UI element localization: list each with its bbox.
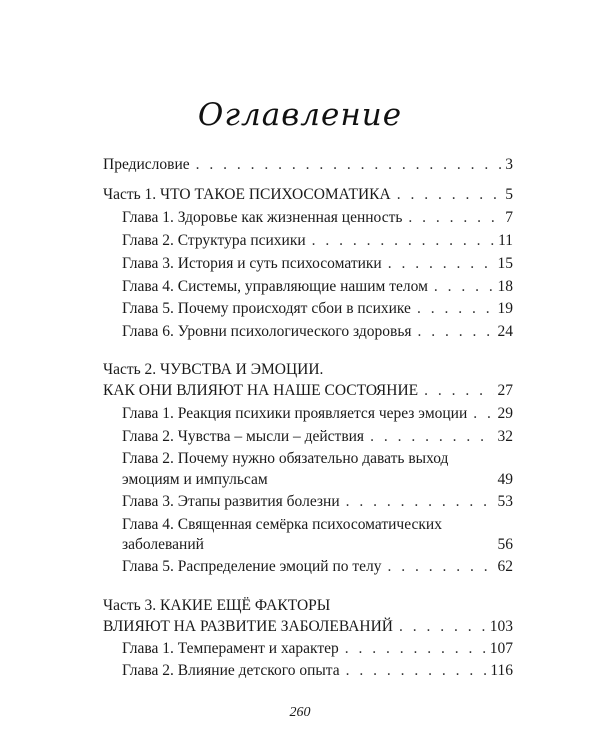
toc-entry-chapter[interactable] [122, 277, 513, 297]
toc-entry-label: Предисловие [103, 156, 190, 173]
dot-leader [388, 557, 494, 577]
dot-leader [424, 381, 493, 401]
dot-leader [388, 254, 494, 274]
toc-entry-label: Глава 5. Распределение эмоций по телу [122, 558, 382, 575]
toc-entry-label: Часть 1. ЧТО ТАКОЕ ПСИХОСОМАТИКА [103, 186, 391, 203]
dot-leader [399, 617, 486, 637]
toc-entry-chapter[interactable] [122, 254, 513, 274]
dot-leader [346, 492, 494, 512]
toc-entry-label: ВЛИЯЮТ НА РАЗВИТИЕ ЗАБОЛЕВАНИЙ [103, 618, 393, 635]
dot-leader [408, 208, 501, 228]
toc-entry-preface[interactable] [103, 155, 513, 175]
toc-page-number: 116 [490, 662, 513, 679]
page-number-footer: 260 [289, 705, 311, 720]
dot-leader [346, 661, 487, 681]
toc-entry-chapter[interactable] [122, 322, 513, 342]
toc-entry-part-2[interactable] [103, 381, 513, 401]
toc-entry-label: КАК ОНИ ВЛИЯЮТ НА НАШЕ СОСТОЯНИЕ [103, 382, 419, 399]
dot-leader [397, 185, 502, 205]
toc-page-number: 62 [497, 558, 513, 575]
toc-entry-label: Глава 1. Реакция психики проявляется через эмоции [122, 405, 468, 422]
toc-entry-part-1[interactable] [103, 185, 513, 205]
toc-page-number: 103 [489, 618, 513, 635]
toc-page-number: 49 [497, 471, 513, 488]
toc-entry-label: Глава 6. Уровни психологического здоровья [122, 323, 412, 340]
toc-entry-label: Глава 3. История и суть психосоматики [122, 255, 382, 272]
dot-leader [345, 639, 486, 659]
dot-leader [434, 277, 494, 297]
toc-chapter-line: Глава 2. Почему нужно обязательно давать выход [122, 450, 449, 467]
toc-entry-chapter[interactable] [122, 470, 513, 490]
toc-page-number: 3 [505, 156, 513, 173]
toc-page-number: 7 [505, 209, 513, 226]
toc-entry-label: Глава 5. Почему происходят сбои в психике [122, 300, 411, 317]
toc-page-number: 11 [498, 232, 513, 249]
toc-entry-label: Глава 2. Чувства – мысли – действия [122, 428, 365, 445]
dot-leader [473, 404, 493, 424]
toc-entry-label: Глава 1. Темперамент и характер [122, 640, 339, 657]
toc-entry-chapter[interactable] [122, 427, 513, 447]
toc-entry-chapter[interactable] [122, 231, 513, 251]
toc-entry-label: Глава 4. Системы, управляющие нашим телом [122, 278, 428, 295]
toc-part-heading: Часть 2. ЧУВСТВА И ЭМОЦИИ. [103, 361, 324, 378]
toc-chapter-line: Глава 4. Священная семёрка психосоматических [122, 516, 442, 533]
dot-leader [312, 231, 494, 251]
toc-page-number: 19 [497, 300, 513, 317]
dot-leader [417, 299, 494, 319]
toc-page-number: 53 [497, 493, 513, 510]
toc-entry-chapter[interactable] [122, 299, 513, 319]
toc-page-number: 5 [505, 186, 513, 203]
toc-entry-label: Глава 2. Влияние детского опыта [122, 662, 340, 679]
toc-entry-label: Глава 1. Здоровье как жизненная ценность [122, 209, 403, 226]
toc-entry-chapter[interactable] [122, 661, 513, 681]
toc-page-number: 56 [497, 536, 513, 553]
toc-page-number: 15 [497, 255, 513, 272]
dot-leader [196, 155, 502, 175]
toc-page-number: 24 [497, 323, 513, 340]
toc-entry-chapter[interactable] [122, 557, 513, 577]
toc-page-number: 32 [497, 428, 513, 445]
toc-entry-chapter[interactable] [122, 208, 513, 228]
toc-entry-chapter[interactable] [122, 639, 513, 659]
dot-leader [418, 322, 494, 342]
toc-entry-label: эмоциям и импульсам [122, 471, 268, 488]
toc-entry-label: Глава 2. Структура психики [122, 232, 306, 249]
toc-page-number: 29 [497, 405, 513, 422]
toc-entry-label: Глава 3. Этапы развития болезни [122, 493, 340, 510]
toc-page-number: 18 [497, 278, 513, 295]
toc-entry-chapter[interactable] [122, 535, 513, 555]
toc-entry-chapter[interactable] [122, 492, 513, 512]
dot-leader [370, 427, 493, 447]
page-title: Оглавление [197, 97, 403, 133]
toc-entry-part-3[interactable] [103, 617, 513, 637]
toc-page-number: 27 [497, 382, 513, 399]
toc-entry-label: заболеваний [122, 536, 204, 553]
toc-entry-chapter[interactable] [122, 404, 513, 424]
toc-page-number: 107 [489, 640, 513, 657]
toc-part-heading: Часть 3. КАКИЕ ЕЩЁ ФАКТОРЫ [103, 597, 331, 614]
